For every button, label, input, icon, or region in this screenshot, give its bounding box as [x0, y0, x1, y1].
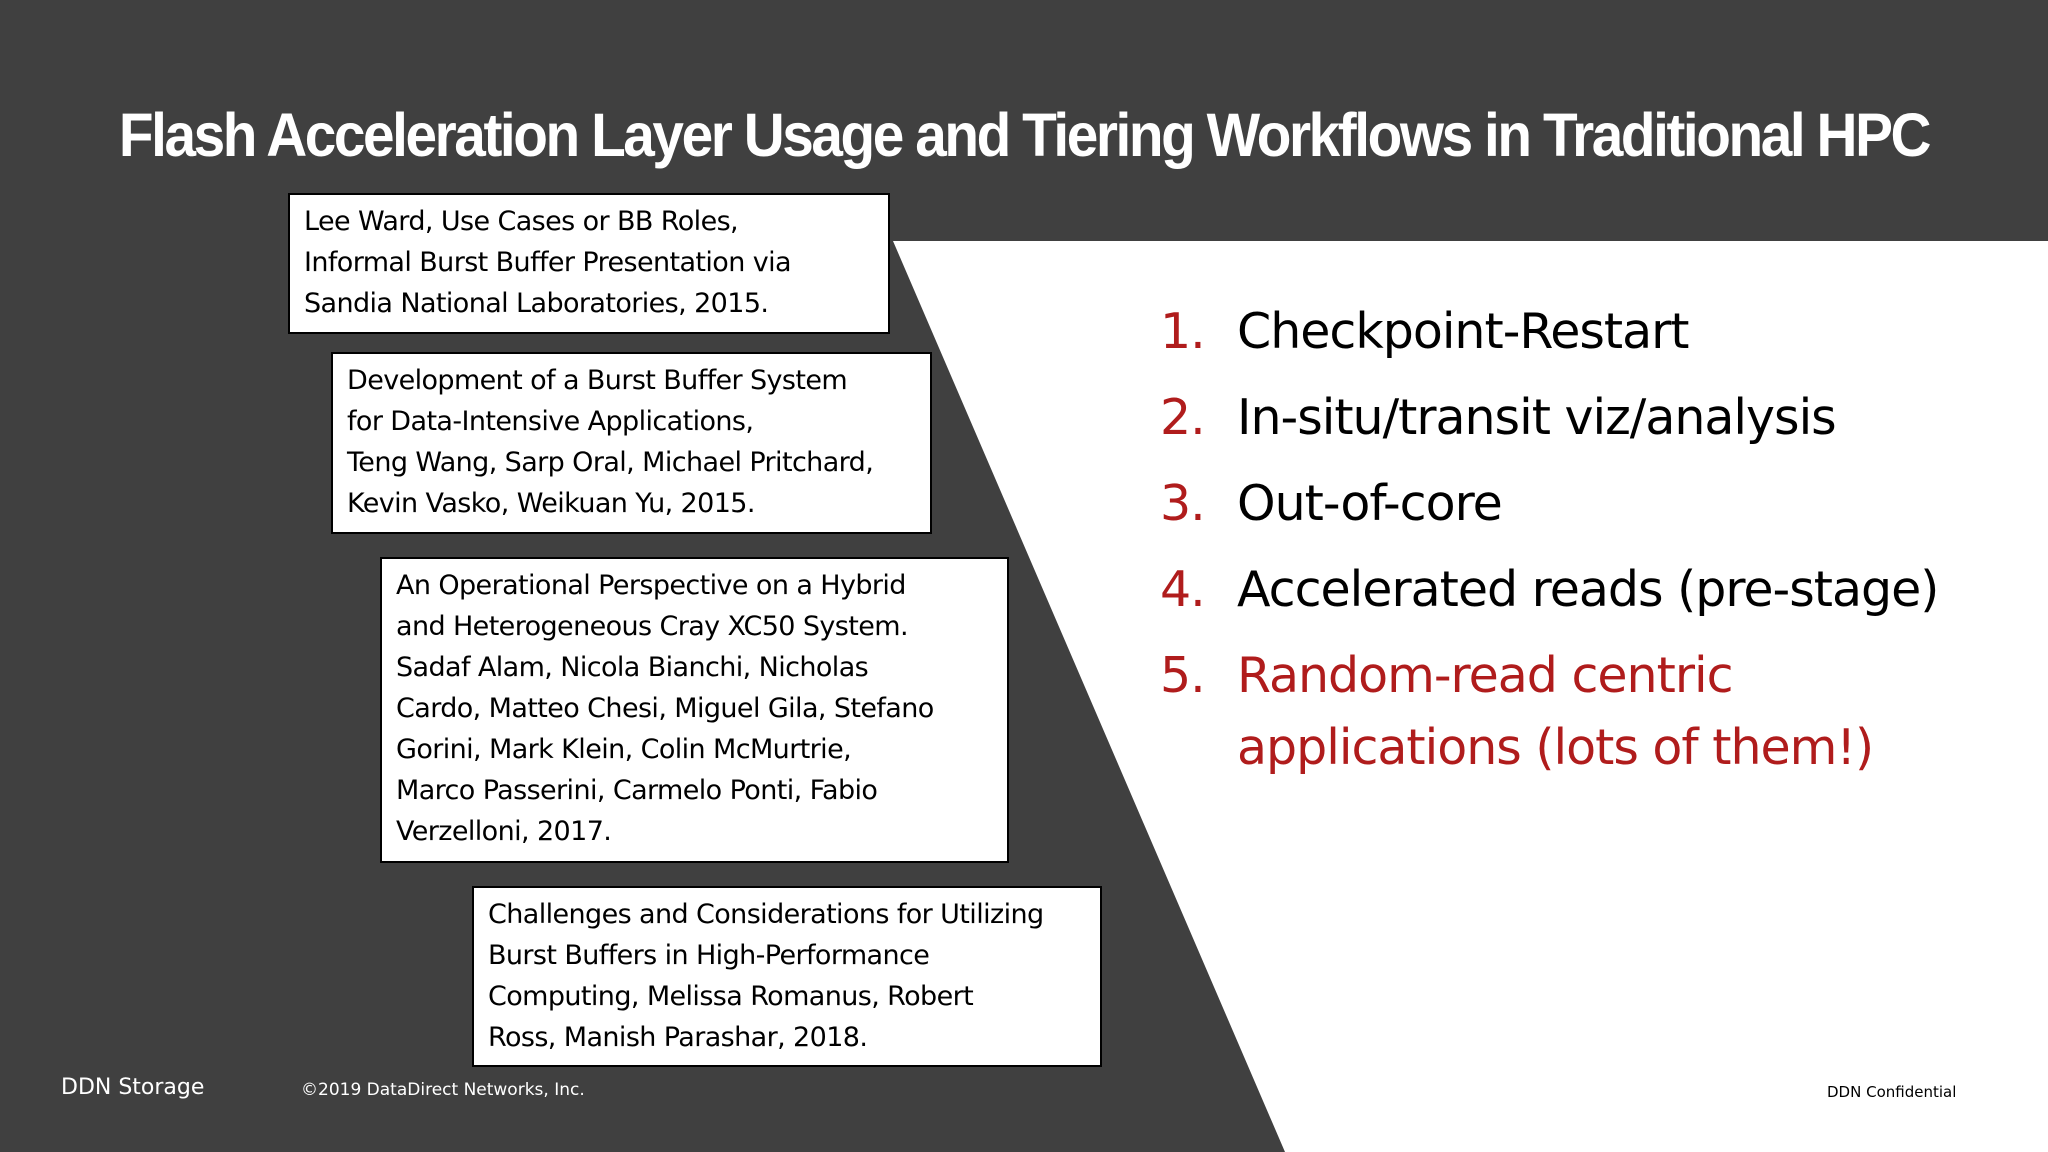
use-case-number: 2. [1160, 389, 1205, 446]
use-case-text: Accelerated reads (pre-stage) [1237, 561, 1939, 618]
use-case-item [1160, 554, 2020, 626]
use-case-number: 1. [1160, 303, 1205, 360]
reference-line: Sadaf Alam, Nicola Bianchi, Nicholas [396, 652, 869, 683]
use-case-number: 4. [1160, 561, 1205, 618]
use-case-number: 3. [1160, 475, 1205, 532]
use-case-text: In-situ/transit viz/analysis [1237, 389, 1836, 446]
use-case-text [1237, 640, 1873, 784]
reference-box-melissa-romanus [472, 886, 1102, 1067]
use-case-item [1160, 296, 2020, 368]
reference-line: Cardo, Matteo Chesi, Miguel Gila, Stefano [396, 693, 934, 724]
reference-line: Verzelloni, 2017. [396, 816, 612, 847]
reference-line: Development of a Burst Buffer System [347, 365, 848, 396]
slide-title: Flash Acceleration Layer Usage and Tiering Workflows in Traditional HPC [118, 101, 1930, 169]
use-case-number: 5. [1160, 647, 1205, 704]
use-case-text: Out-of-core [1237, 475, 1502, 532]
reference-line: Lee Ward, Use Cases or BB Roles, [304, 206, 739, 237]
reference-line: Gorini, Mark Klein, Colin McMurtrie, [396, 734, 852, 765]
reference-box-sadaf-alam [380, 557, 1009, 863]
footer-confidential: DDN Confidential [1827, 1083, 1957, 1101]
reference-line: Sandia National Laboratories, 2015. [304, 288, 769, 319]
reference-box-teng-wang [331, 352, 932, 534]
reference-line: Kevin Vasko, Weikuan Yu, 2015. [347, 488, 755, 519]
use-case-line: applications (lots of them!) [1237, 719, 1874, 776]
reference-line: Challenges and Considerations for Utilizing [488, 899, 1044, 930]
reference-line: An Operational Perspective on a Hybrid [396, 570, 906, 601]
use-case-line: Random-read centric [1237, 647, 1733, 704]
use-case-item [1160, 382, 2020, 454]
use-case-list [1160, 296, 2020, 784]
use-case-item [1160, 468, 2020, 540]
reference-line: Computing, Melissa Romanus, Robert [488, 981, 974, 1012]
reference-line: and Heterogeneous Cray XC50 System. [396, 611, 908, 642]
reference-line: Teng Wang, Sarp Oral, Michael Pritchard, [347, 447, 874, 478]
reference-box-lee-ward [288, 193, 890, 334]
footer-copyright: ©2019 DataDirect Networks, Inc. [301, 1080, 585, 1100]
reference-line: Marco Passerini, Carmelo Ponti, Fabio [396, 775, 878, 806]
reference-line: for Data-Intensive Applications, [347, 406, 754, 437]
footer-brand: DDN Storage [61, 1075, 205, 1100]
use-case-text: Checkpoint-Restart [1237, 303, 1689, 360]
reference-line: Informal Burst Buffer Presentation via [304, 247, 791, 278]
use-case-item-highlighted [1160, 640, 2020, 784]
reference-line: Burst Buffers in High-Performance [488, 940, 930, 971]
reference-line: Ross, Manish Parashar, 2018. [488, 1022, 868, 1053]
